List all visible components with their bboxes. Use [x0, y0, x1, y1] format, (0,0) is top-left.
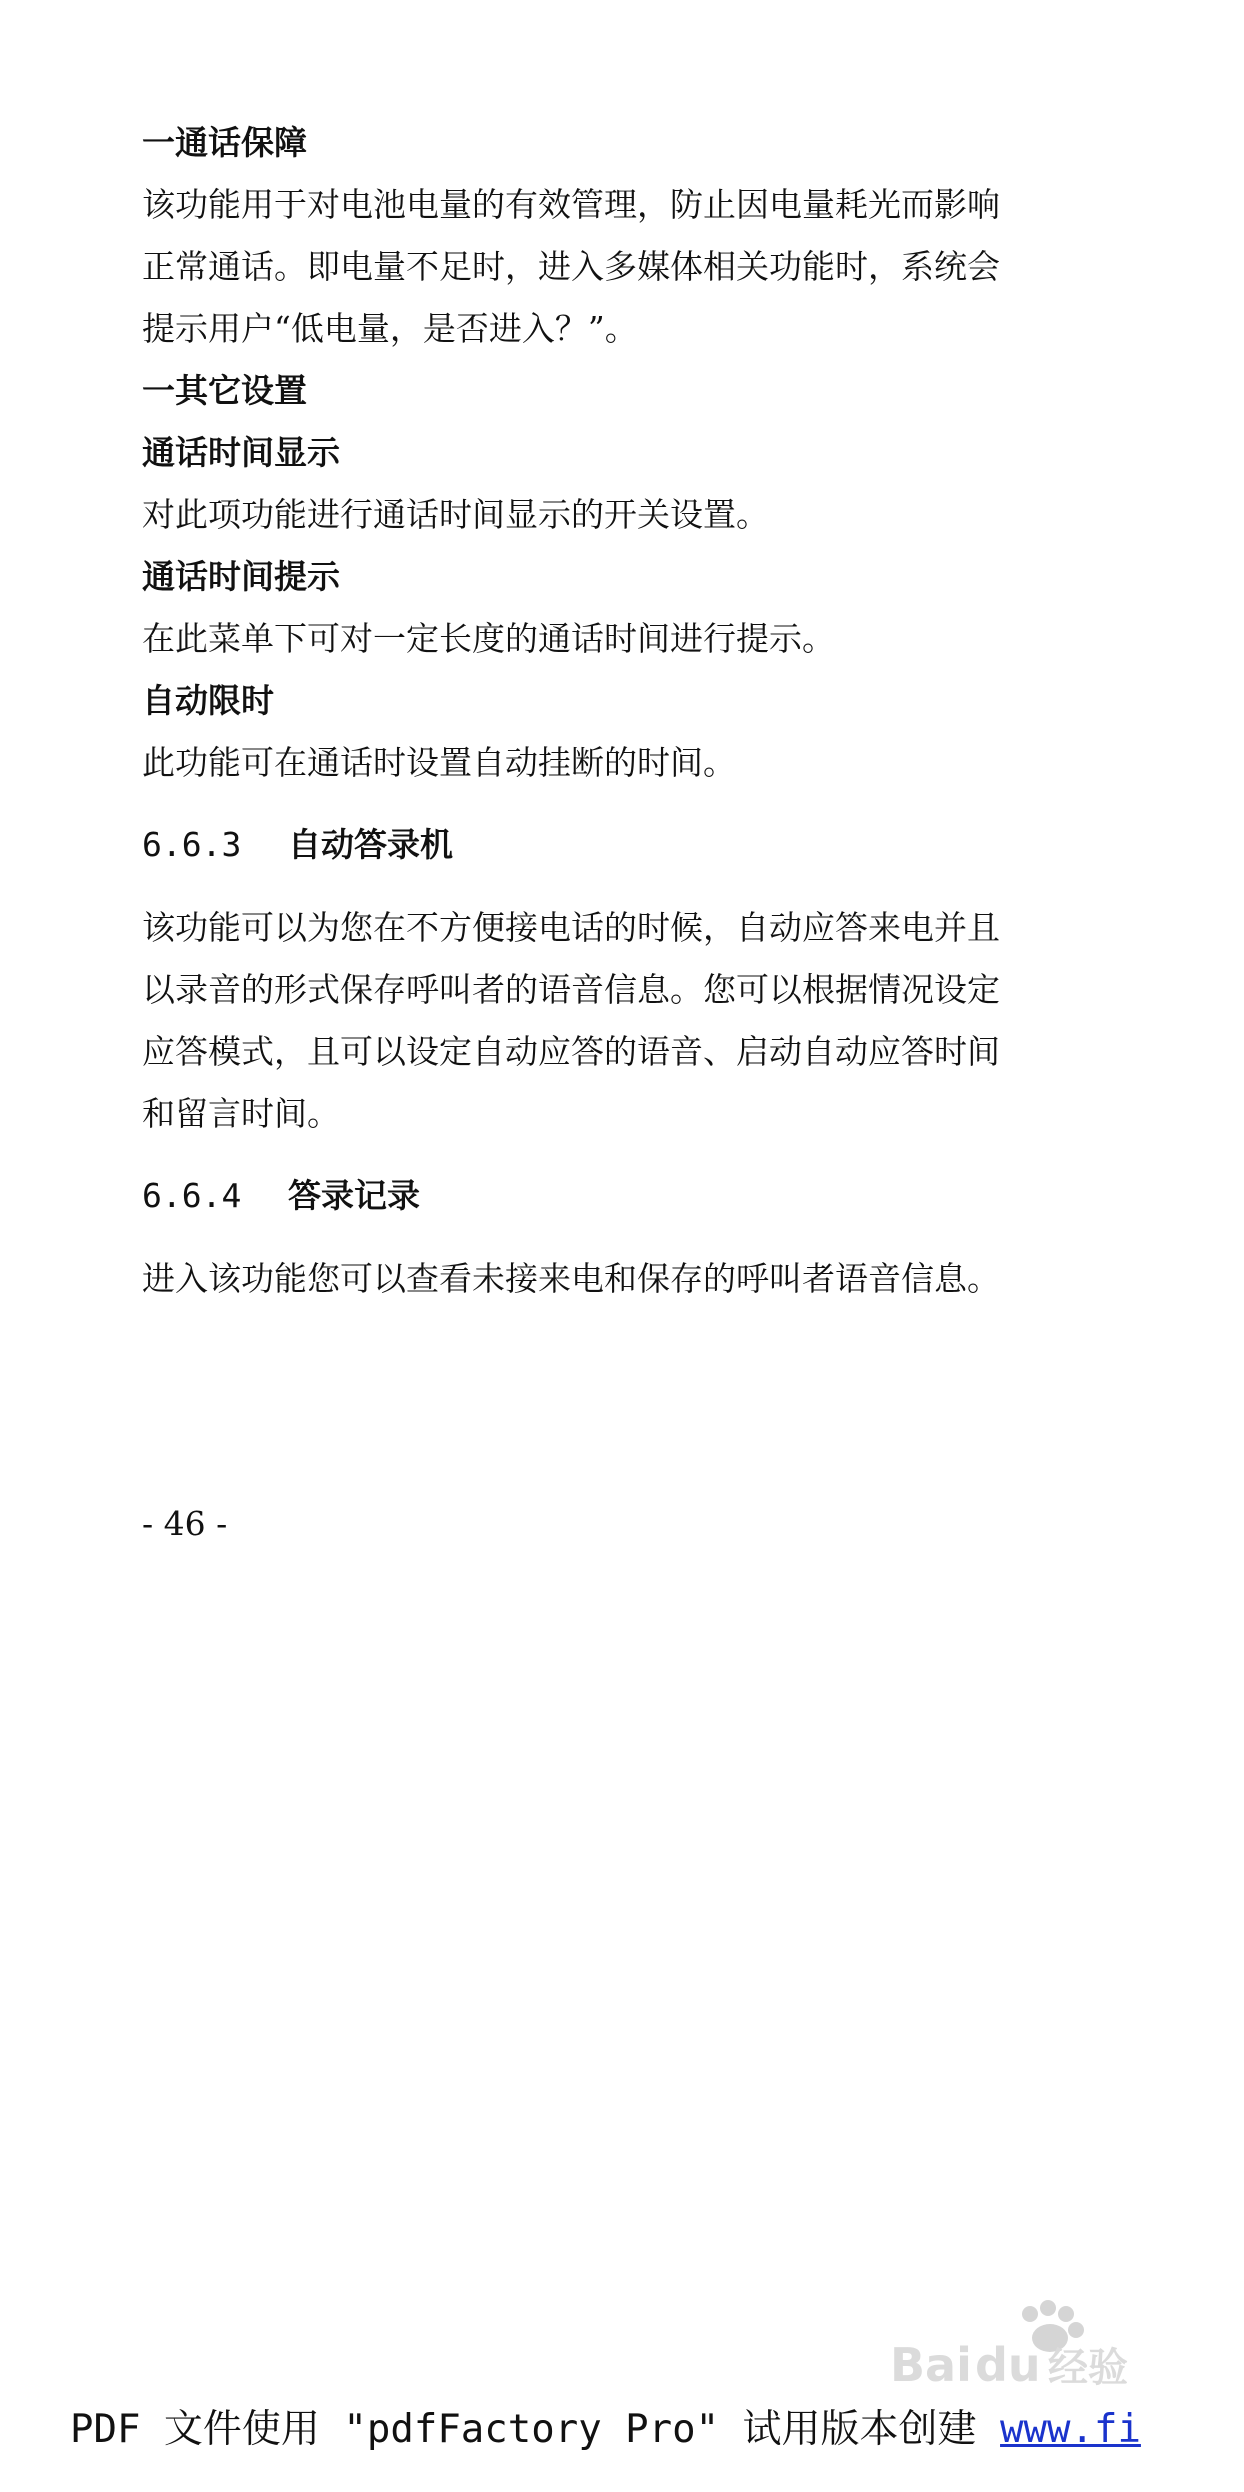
paragraph-line: 在此菜单下可对一定长度的通话时间进行提示。 — [142, 619, 835, 658]
intro-blocks — [142, 112, 1142, 794]
section-heading-6-6-3 — [142, 814, 1142, 877]
section-title: 答录记录 — [288, 1176, 420, 1215]
pdf-factory-footer — [70, 2400, 1141, 2460]
paragraph-line: 对此项功能进行通话时间显示的开关设置。 — [142, 495, 769, 534]
footer-link[interactable]: www.fi — [1000, 2407, 1141, 2452]
page-content — [142, 112, 1142, 1310]
paragraph-line: 和留言时间。 — [142, 1094, 340, 1133]
paragraph-line: 该功能用于对电池电量的有效管理，防止因电量耗光而影响 — [142, 185, 1000, 224]
baidu-jingyan-watermark-logo — [880, 2296, 1170, 2396]
section-6-6-4-body — [142, 1248, 1142, 1310]
section-number: 6.6.3 — [142, 825, 242, 864]
heading-other-settings: 一其它设置 — [142, 371, 307, 410]
section-title: 自动答录机 — [288, 825, 453, 864]
section-6-6-3-body — [142, 897, 1142, 1145]
svg-text:Bai: Bai — [890, 2338, 972, 2392]
paragraph-line: 以录音的形式保存呼叫者的语音信息。您可以根据情况设定 — [142, 970, 1000, 1009]
page-number: - 46 - — [142, 1504, 228, 1543]
heading-call-time-reminder: 通话时间提示 — [142, 557, 340, 596]
heading-auto-time-limit: 自动限时 — [142, 681, 274, 720]
paragraph-line: 提示用户“低电量，是否进入？”。 — [142, 309, 638, 348]
section-heading-6-6-4 — [142, 1165, 1142, 1228]
section-number: 6.6.4 — [142, 1176, 242, 1215]
paragraph-line: 此功能可在通话时设置自动挂断的时间。 — [142, 743, 736, 782]
svg-text:经验: 经验 — [1048, 2345, 1128, 2391]
paragraph-line: 正常通话。即电量不足时，进入多媒体相关功能时，系统会 — [142, 247, 1000, 286]
paragraph-line: 该功能可以为您在不方便接电话的时候，自动应答来电并且 — [142, 908, 1000, 947]
heading-call-time-display: 通话时间显示 — [142, 433, 340, 472]
svg-text:du: du — [975, 2338, 1041, 2392]
paragraph-line: 进入该功能您可以查看未接来电和保存的呼叫者语音信息。 — [142, 1259, 1000, 1298]
footer-text: PDF 文件使用 "pdfFactory Pro" 试用版本创建 — [70, 2407, 1001, 2452]
heading-call-protection: 一通话保障 — [142, 123, 307, 162]
paragraph-line: 应答模式，且可以设定自动应答的语音、启动自动应答时间 — [142, 1032, 1000, 1071]
